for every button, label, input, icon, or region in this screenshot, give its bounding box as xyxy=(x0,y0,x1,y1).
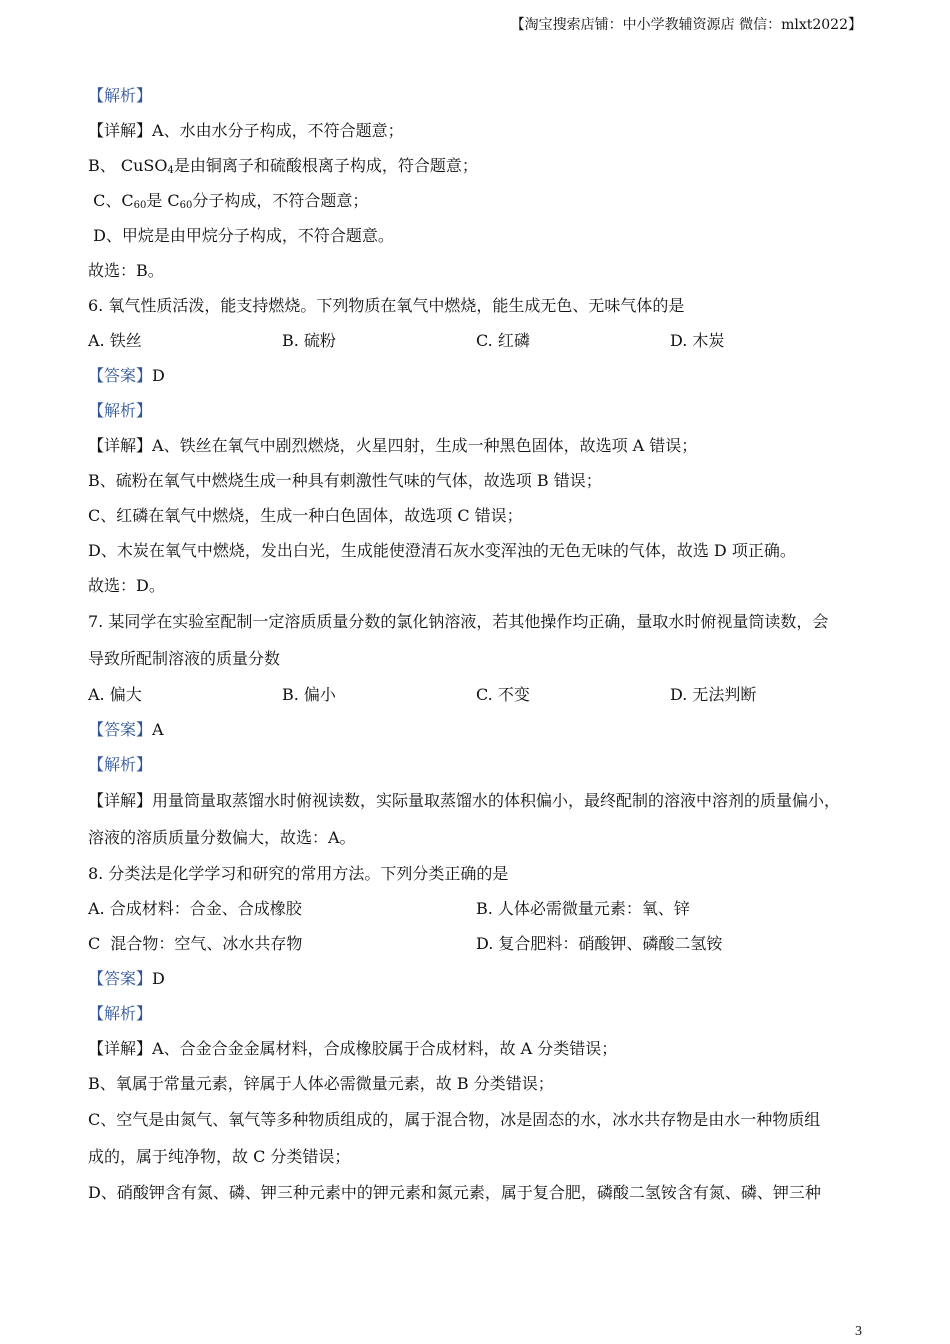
q8-detail-d: D、硝酸钾含有氮、磷、钾三种元素中的钾元素和氮元素，属于复合肥，磷酸二氢铵含有氮、磷、钾三种 xyxy=(88,1183,821,1202)
q8-option-a: A. 合成材料：合金、合成橡胶 xyxy=(88,899,302,918)
q6-detail-a: 【详解】A、铁丝在氧气中剧烈燃烧，火星四射，生成一种黑色固体，故选项 A 错误； xyxy=(88,436,698,455)
q8-detail-c-line2: 成的，属于纯净物，故 C 分类错误； xyxy=(88,1147,351,1166)
q5-analysis-tag: 【解析】 xyxy=(88,86,153,105)
q7-option-c: C. 不变 xyxy=(476,685,530,704)
q7-answer: 【答案】A xyxy=(88,720,164,739)
q5-conclusion: 故选：B。 xyxy=(88,261,164,280)
q8-detail-c-line1: C、空气是由氮气、氧气等多种物质组成的，属于混合物，冰是固态的水，冰水共存物是由水一种物质组 xyxy=(88,1110,821,1129)
q6-option-d: D. 木炭 xyxy=(670,331,725,350)
q8-detail-a: 【详解】A、合金合金金属材料，合成橡胶属于合成材料，故 A 分类错误； xyxy=(88,1039,618,1058)
document-body xyxy=(88,78,878,1210)
page-header: 【淘宝搜索店铺：中小学教辅资源店 微信：mlxt2022】 xyxy=(510,17,862,33)
q5-detail-c: C、$C_{60}$是 $C_{60}$分子构成，不符合题意； xyxy=(88,191,369,211)
q6-option-b: B. 硫粉 xyxy=(282,331,336,350)
q8-analysis-tag: 【解析】 xyxy=(88,1004,153,1023)
q6-conclusion: 故选：D。 xyxy=(88,576,165,595)
q7-detail-line1: 【详解】用量筒量取蒸馏水时俯视读数，实际量取蒸馏水的体积偏小，最终配制的溶液中溶剂的质量偏小， xyxy=(88,791,841,810)
q8-detail-b: B、氧属于常量元素，锌属于人体必需微量元素，故 B 分类错误； xyxy=(88,1074,554,1093)
q7-option-a: A. 偏大 xyxy=(88,685,142,704)
page-number: 3 xyxy=(855,1324,862,1339)
q7-options xyxy=(88,677,878,712)
q6-detail-b: B、硫粉在氧气中燃烧生成一种具有刺激性气味的气体，故选项 B 错误； xyxy=(88,471,602,490)
q6-option-a: A. 铁丝 xyxy=(88,331,142,350)
q8-options-row2 xyxy=(88,926,878,961)
q7-stem-line2: 导致所配制溶液的质量分数 xyxy=(88,649,281,668)
q8-answer: 【答案】D xyxy=(88,969,165,988)
q6-stem: 6. 氧气性质活泼，能支持燃烧。下列物质在氧气中燃烧，能生成无色、无味气体的是 xyxy=(88,296,685,315)
detail-tag: 【详解】 xyxy=(88,121,153,140)
q7-option-d: D. 无法判断 xyxy=(670,685,757,704)
q7-detail-line2: 溶液的溶质质量分数偏大，故选：A。 xyxy=(88,828,356,847)
q8-option-b: B. 人体必需微量元素：氧、锌 xyxy=(476,899,690,918)
q7-analysis-tag: 【解析】 xyxy=(88,755,153,774)
q7-option-b: B. 偏小 xyxy=(282,685,336,704)
q6-option-c: C. 红磷 xyxy=(476,331,530,350)
q6-answer: 【答案】D xyxy=(88,366,165,385)
q6-options xyxy=(88,323,878,358)
q5-detail-a: 【详解】A、水由水分子构成，不符合题意； xyxy=(88,121,404,140)
q8-option-d: D. 复合肥料：硝酸钾、磷酸二氢铵 xyxy=(476,934,723,953)
q5-detail-b: B、 CuSO$_4$是由铜离子和硫酸根离子构成，符合题意； xyxy=(88,156,478,176)
q6-detail-d: D、木炭在氧气中燃烧，发出白光，生成能使澄清石灰水变浑浊的无色无味的气体，故选 D 项正确。 xyxy=(88,541,796,560)
q6-analysis-tag: 【解析】 xyxy=(88,401,153,420)
q6-detail-c: C、红磷在氧气中燃烧，生成一种白色固体，故选项 C 错误； xyxy=(88,506,523,525)
q8-option-c: C 混合物：空气、冰水共存物 xyxy=(88,934,303,953)
q8-stem: 8. 分类法是化学学习和研究的常用方法。下列分类正确的是 xyxy=(88,864,509,883)
q8-options-row1 xyxy=(88,891,878,926)
q7-stem-line1: 7. 某同学在实验室配制一定溶质质量分数的氯化钠溶液，若其他操作均正确，量取水时俯视量筒读数，会 xyxy=(88,612,829,631)
q5-detail-d: D、甲烷是由甲烷分子构成，不符合题意。 xyxy=(88,226,394,245)
